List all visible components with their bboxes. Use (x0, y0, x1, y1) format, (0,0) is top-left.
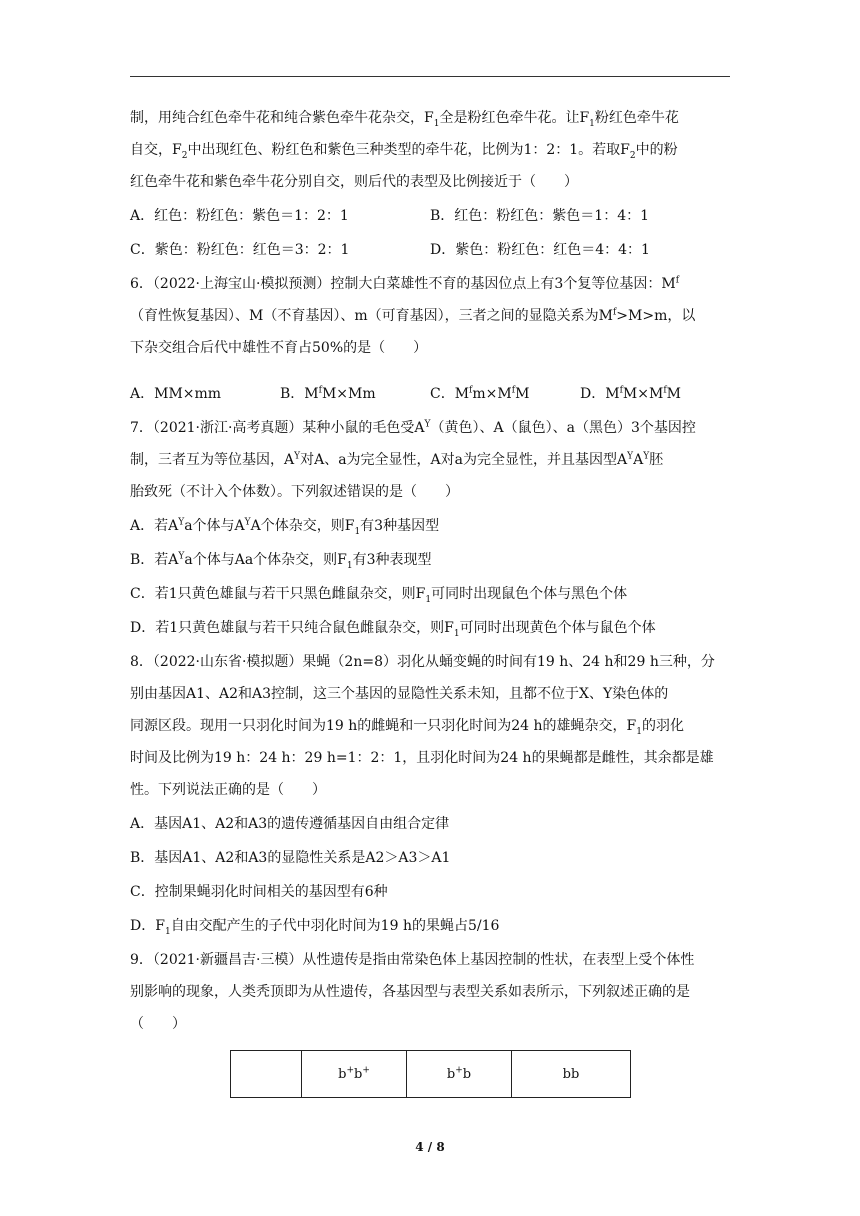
table-header-blank (231, 1051, 302, 1098)
q8-option-c[interactable]: C．控制果蝇羽化时间相关的基因型有6种 (130, 884, 388, 900)
q8-line-4: 时间及比例为19 h：24 h：29 h=1：2：1，且羽化时间为24 h的果蝇都是雌性，其余都是雄 (130, 750, 714, 766)
q5-option-a[interactable]: A．红色：粉红色：紫色＝1：2：1 (130, 208, 349, 224)
q7-option-a[interactable]: A．若$A^Ya$个体与$A^YA$个体杂交，则$F_1$有3种基因型 (130, 517, 440, 537)
q8-option-b[interactable]: B．基因A1、A2和A3的显隐性关系是A2＞A3＞A1 (130, 850, 451, 866)
q7-option-c[interactable]: C．若1只黄色雄鼠与若干只黑色雌鼠杂交，则$F_1$可同时出现鼠色个体与黑色个体 (130, 586, 628, 605)
q8-line-1: 8．（2022·山东省·模拟题）果蝇（2n=8）羽化从蛹变蝇的时间有19 h、24 h和29 h三种，分 (130, 654, 715, 670)
q6-line-3: 下杂交组合后代中雄性不育占50%的是（ ） (130, 340, 428, 356)
page-number: 4 / 8 (415, 1140, 445, 1154)
q9-line-2: 别影响的现象，人类秃顶即为从性遗传，各基因型与表型关系如表所示，下列叙述正确的是 (130, 984, 690, 1000)
q6-option-d[interactable]: D．$M^fM\times M^fM$ (580, 385, 681, 402)
q6-line-1: 6．（2022·上海宝山·模拟预测）控制大白菜雄性不育的基因位点上有3个复等位基因：$M^f$ (130, 275, 680, 292)
q6-option-b[interactable]: B．$M^fM\times Mm$ (280, 385, 376, 402)
table-row (231, 1051, 631, 1098)
table-header-bb: bb (512, 1051, 631, 1098)
q7-line-3: 胎致死（不计入个体数）。下列叙述错误的是（ ） (130, 484, 459, 500)
q7-line-2: 制，三者互为等位基因，$A^Y$对A、a为完全显性，A对a为完全显性，并且基因型$A^YA^Y$胚 (130, 451, 664, 468)
q6-line-2: （育性恢复基因）、M（不育基因）、m（可育基因），三者之间的显隐关系为$M^f>M>m$，以 (130, 307, 696, 324)
q5-option-c[interactable]: C．紫色：粉红色：红色＝3：2：1 (130, 242, 350, 258)
q7-line-1: 7．（2021·浙江·高考真题）某种小鼠的毛色受$A^Y$（黄色）、A（鼠色）、a（黑色）3个基因控 (130, 419, 696, 436)
genotype-phenotype-table (230, 1050, 631, 1098)
q9-line-1: 9．（2021·新疆昌吉·三模）从性遗传是指由常染色体上基因控制的性状，在表型上受个体性 (130, 952, 695, 968)
q5-option-b[interactable]: B．红色：粉红色：紫色＝1：4：1 (430, 208, 650, 224)
table-header-bplus-bplus: b+b+ (302, 1051, 407, 1098)
q9-line-3: （ ） (130, 1016, 186, 1032)
q8-line-3: 同源区段。现用一只羽化时间为19 h的雌蝇和一只羽化时间为24 h的雄蝇杂交，$F_1$的羽化 (130, 718, 685, 737)
q5-line-3: 红色牵牛花和紫色牵牛花分别自交，则后代的表型及比例接近于（ ） (130, 174, 578, 190)
q8-option-d[interactable]: D．$F_1$自由交配产生的子代中羽化时间为19 h的果蝇占5/16 (130, 918, 500, 937)
q8-option-a[interactable]: A．基因A1、A2和A3的遗传遵循基因自由组合定律 (130, 816, 450, 832)
q8-line-5: 性。下列说法正确的是（ ） (130, 782, 326, 798)
header-rule (130, 76, 730, 77)
q5-line-1: 制，用纯合红色牵牛花和纯合紫色牵牛花杂交，$F_1$全是粉红色牵牛花。让$F_1$粉红色牵牛花 (130, 110, 679, 129)
q7-option-b[interactable]: B．若$A^Ya$个体与Aa个体杂交，则$F_1$有3种表现型 (130, 551, 432, 571)
q8-line-2: 别由基因A1、A2和A3控制，这三个基因的显隐性关系未知，且都不位于X、Y染色体的 (130, 686, 669, 702)
table-header-bplus-b: b+b (407, 1051, 512, 1098)
q7-option-d[interactable]: D．若1只黄色雄鼠与若干只纯合鼠色雌鼠杂交，则$F_1$可同时出现黄色个体与鼠色个体 (130, 620, 656, 639)
q6-option-a[interactable]: A．MM×mm (130, 386, 222, 402)
q5-option-d[interactable]: D．紫色：粉红色：红色＝4：4：1 (430, 242, 650, 258)
q6-option-c[interactable]: C．$M^fm\times M^fM$ (430, 385, 530, 402)
q5-line-2: 自交，$F_2$中出现红色、粉红色和紫色三种类型的牵牛花，比例为1：2：1。若取$F_2$中的粉 (130, 142, 678, 161)
